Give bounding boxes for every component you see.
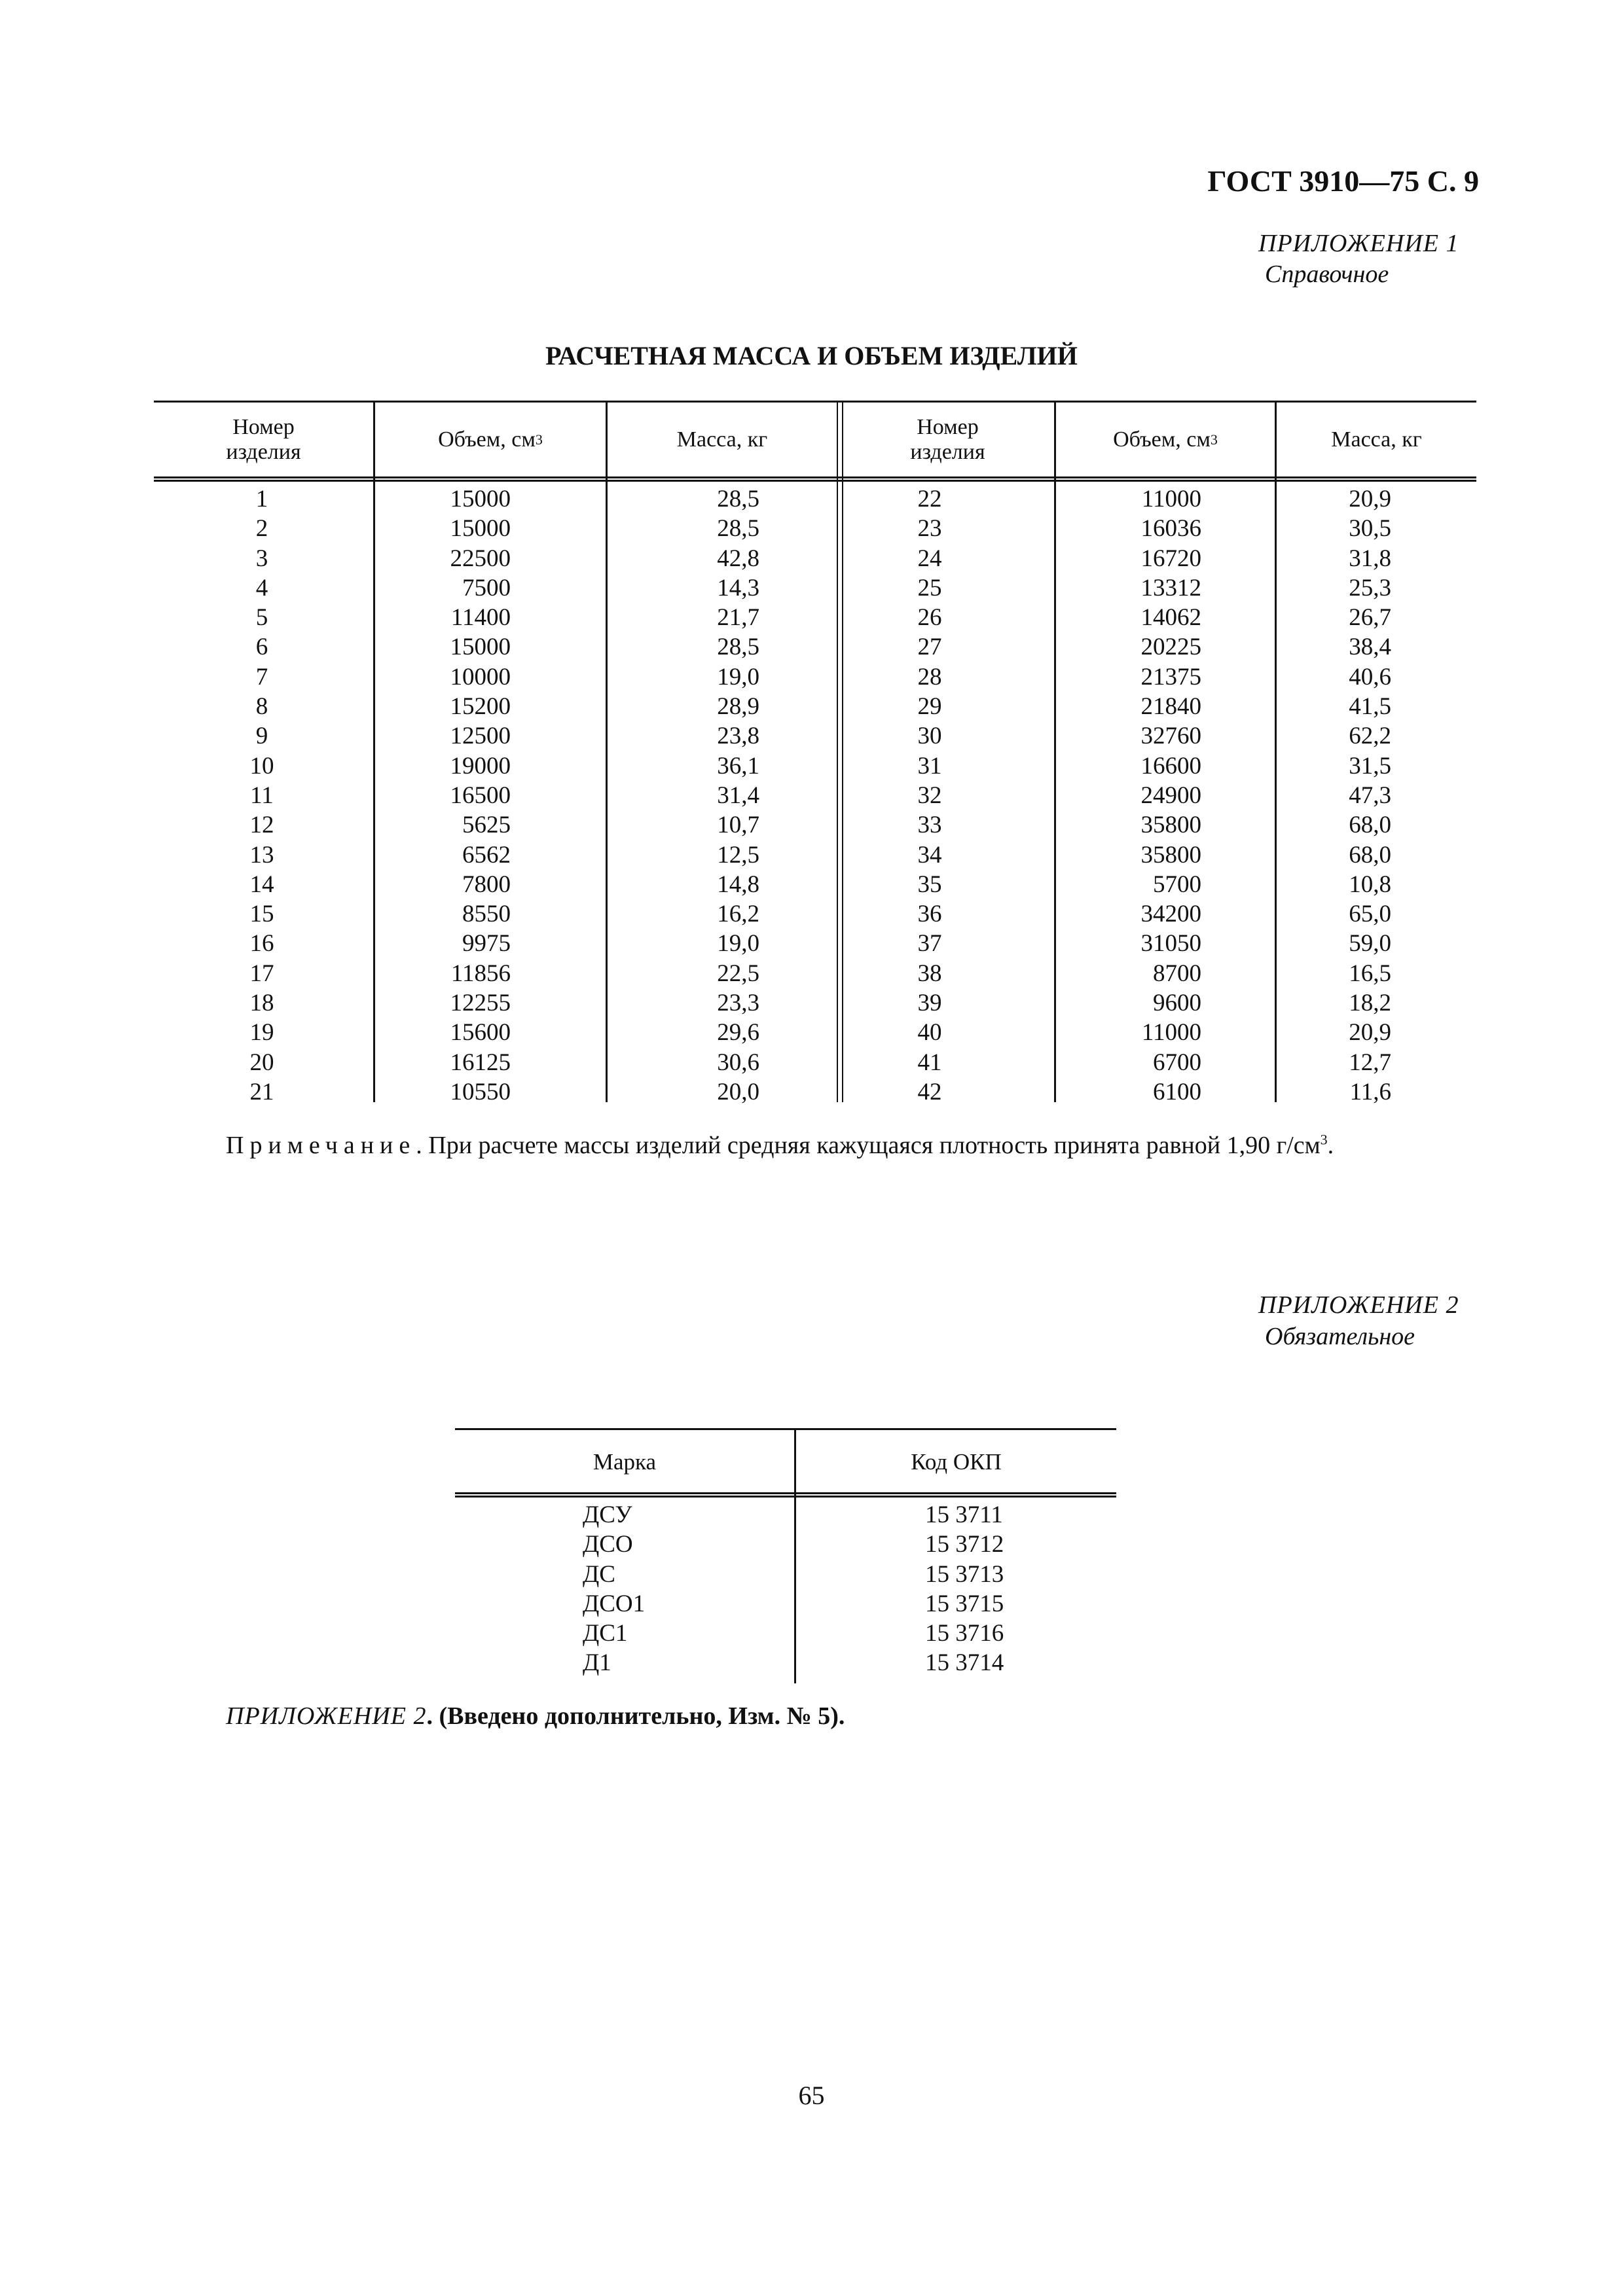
table-cell: 40 <box>917 1019 942 1047</box>
table-cell: 26,7 <box>1349 604 1391 632</box>
table-header-rule <box>455 1496 1116 1498</box>
table-cell: 2 <box>255 515 268 543</box>
table-cell: 16125 <box>450 1049 511 1076</box>
table-cell: 32 <box>917 781 942 809</box>
table-cell: 15 <box>249 901 274 928</box>
table-cell: 21 <box>249 1078 274 1105</box>
table-half-divider <box>837 401 843 1102</box>
table-cell: 5 <box>255 604 268 632</box>
note-label: Примечание <box>226 1132 416 1159</box>
table-cell: 7 <box>255 663 268 691</box>
col-volume-left <box>416 484 511 1107</box>
table-cell: 6700 <box>1153 1049 1201 1076</box>
col-mass-left <box>678 484 759 1107</box>
table-cell: 40,6 <box>1349 663 1391 691</box>
table-cell: 16,2 <box>717 901 759 928</box>
table-cell: 27 <box>917 634 942 661</box>
table-cell: 20,0 <box>717 1078 759 1105</box>
table-cell: 15000 <box>450 515 511 543</box>
table-cell: 42,8 <box>717 545 759 572</box>
column-divider <box>1054 401 1056 1102</box>
table-cell: 3 <box>255 545 268 572</box>
table-cell: 28,9 <box>717 693 759 721</box>
appendix2-note <box>226 1702 845 1731</box>
table-cell: 25,3 <box>1349 574 1391 601</box>
table-cell: Д1 <box>583 1649 611 1677</box>
column-divider <box>606 401 608 1102</box>
table-cell: 11856 <box>450 960 511 987</box>
table-cell: 33 <box>917 812 942 839</box>
table-cell: 15 3715 <box>925 1590 1004 1617</box>
table-cell: 42 <box>917 1078 942 1105</box>
table-cell: 22500 <box>450 545 511 572</box>
table-top-rule <box>154 401 1476 403</box>
table-cell: 12,7 <box>1349 1049 1391 1076</box>
table-cell: 47,3 <box>1349 781 1391 809</box>
table1-title: РАСЧЕТНАЯ МАССА И ОБЪЕМ ИЗДЕЛИЙ <box>545 341 1078 370</box>
table-cell: 24900 <box>1140 781 1201 809</box>
table-cell: 31050 <box>1140 930 1201 958</box>
table-cell: 4 <box>255 574 268 601</box>
note-text: . При расчете массы изделий средняя кажущаяся плотность принята равной 1,90 г/см <box>416 1132 1321 1159</box>
table-cell: 9 <box>255 723 268 750</box>
table-cell: 20,9 <box>1349 1019 1391 1047</box>
table-cell: ДСУ <box>583 1501 632 1528</box>
appendix1-subtitle: Справочное <box>1265 260 1389 288</box>
table-cell: 8550 <box>462 901 511 928</box>
table-cell: 20 <box>249 1049 274 1076</box>
appendix2-subtitle: Обязательное <box>1265 1323 1415 1350</box>
table-cell: 6 <box>255 634 268 661</box>
table-cell: 11400 <box>450 604 511 632</box>
col-brand <box>583 1500 714 1678</box>
table-cell: 14,8 <box>717 870 759 898</box>
table-cell: 7800 <box>462 870 511 898</box>
table-cell: 31 <box>917 752 942 780</box>
table-cell: 12 <box>249 812 274 839</box>
table-cell: 13312 <box>1140 574 1201 601</box>
table-cell: 29,6 <box>717 1019 759 1047</box>
table-cell: 10,8 <box>1349 870 1391 898</box>
table-cell: 30,5 <box>1349 515 1391 543</box>
table-cell: 25 <box>917 574 942 601</box>
col-number-left <box>219 484 304 1107</box>
table-cell: 7500 <box>462 574 511 601</box>
page-number: 65 <box>798 2081 825 2110</box>
column-divider <box>1275 401 1277 1102</box>
table-cell: 34200 <box>1140 901 1201 928</box>
header-volume: Объем, см 3 <box>438 427 543 452</box>
header-number: Номер изделия <box>226 415 301 464</box>
table-cell: 11000 <box>1141 486 1201 512</box>
table-cell: 14062 <box>1140 604 1201 632</box>
table-cell: 29 <box>917 693 942 721</box>
table-header-rule <box>455 1492 1116 1494</box>
table-cell: 6100 <box>1153 1078 1201 1105</box>
table-cell: 5700 <box>1153 870 1201 898</box>
table-cell: 39 <box>917 990 942 1017</box>
mass-volume-table <box>154 401 1476 1105</box>
table-cell: 41,5 <box>1349 693 1391 721</box>
appendix1-title: ПРИЛОЖЕНИЕ 1 <box>1258 230 1459 257</box>
column-divider <box>373 401 375 1102</box>
table-cell: 6562 <box>462 841 511 869</box>
table-cell: 12255 <box>450 990 511 1017</box>
table-cell: 30 <box>917 723 942 750</box>
table-cell: 23 <box>917 515 942 543</box>
table-cell: 10,7 <box>717 812 759 839</box>
table-cell: 9975 <box>462 930 511 958</box>
table-cell: 19,0 <box>717 930 759 958</box>
table-cell: 32760 <box>1140 723 1201 750</box>
table-cell: 12,5 <box>717 841 759 869</box>
header-number: Номер изделия <box>910 415 985 464</box>
table-cell: ДС1 <box>583 1620 628 1647</box>
table-cell: 18 <box>249 990 274 1017</box>
table-cell: 15 3711 <box>925 1501 1003 1528</box>
table-cell: 62,2 <box>1349 723 1391 750</box>
appendix2-note-label: ПРИЛОЖЕНИЕ 2 <box>226 1702 427 1730</box>
table-cell: 35 <box>917 870 942 898</box>
table-cell: 18,2 <box>1349 990 1391 1017</box>
table-cell: 35800 <box>1140 812 1201 839</box>
table-cell: 21375 <box>1140 663 1201 691</box>
table-cell: 28,5 <box>717 515 759 543</box>
table-cell: 21840 <box>1140 693 1201 721</box>
table-cell: 68,0 <box>1349 812 1391 839</box>
table-cell: 34 <box>917 841 942 869</box>
document-id: ГОСТ 3910—75 С. 9 <box>1207 164 1479 198</box>
table-cell: 10000 <box>450 663 511 691</box>
table-cell: 11,6 <box>1349 1078 1391 1105</box>
table-cell: 28,5 <box>717 634 759 661</box>
table-cell: 36,1 <box>717 752 759 780</box>
table-cell: 8700 <box>1153 960 1201 987</box>
header-volume: Объем, см 3 <box>1113 427 1218 452</box>
table-cell: 15200 <box>450 693 511 721</box>
table-cell: 15000 <box>450 486 511 512</box>
table-cell: 13 <box>249 841 274 869</box>
header-mass: Масса, кг <box>676 427 768 452</box>
table-cell: 28,5 <box>717 486 759 512</box>
table-cell: 35800 <box>1140 841 1201 869</box>
header-brand: Марка <box>593 1449 657 1475</box>
col-number-right <box>894 484 966 1107</box>
table-header-rule <box>154 476 1476 478</box>
table-cell: 31,5 <box>1349 752 1391 780</box>
table-cell: 11 <box>250 781 274 809</box>
table-cell: 16,5 <box>1349 960 1391 987</box>
table-cell: ДСО <box>583 1531 633 1558</box>
table-cell: 28 <box>917 663 942 691</box>
table-cell: 24 <box>917 545 942 572</box>
table-cell: 22 <box>917 486 942 512</box>
table-cell: 15 3713 <box>925 1560 1004 1588</box>
table-header-rule <box>154 480 1476 482</box>
col-mass-right <box>1326 484 1391 1107</box>
table-cell: 38,4 <box>1349 634 1391 661</box>
table-cell: 68,0 <box>1349 841 1391 869</box>
table-cell: 20,9 <box>1349 486 1391 512</box>
table-cell: 10 <box>249 752 274 780</box>
table1-note: Примечание. При расчете массы изделий средняя кажущаяся плотность принята равной 1,90 $г/см^3$. <box>226 1131 1334 1159</box>
table-cell: 14 <box>249 870 274 898</box>
table-cell: 21,7 <box>717 604 759 632</box>
table-cell: 38 <box>917 960 942 987</box>
table-cell: 16500 <box>450 781 511 809</box>
table-cell: 23,3 <box>717 990 759 1017</box>
table-cell: 65,0 <box>1349 901 1391 928</box>
table-cell: 11000 <box>1141 1019 1201 1047</box>
table-cell: 16720 <box>1140 545 1201 572</box>
col-okp <box>925 1500 1056 1678</box>
table-cell: 37 <box>917 930 942 958</box>
table-cell: ДСО1 <box>583 1590 646 1617</box>
table-cell: 41 <box>917 1049 942 1076</box>
table-cell: 19,0 <box>717 663 759 691</box>
header-okp: Код ОКП <box>911 1449 1002 1475</box>
table-cell: 15000 <box>450 634 511 661</box>
table-cell: 15 3714 <box>925 1649 1004 1677</box>
table-cell: 36 <box>917 901 942 928</box>
table-cell: 15 3712 <box>925 1531 1004 1558</box>
appendix2-title: ПРИЛОЖЕНИЕ 2 <box>1258 1291 1459 1319</box>
table-cell: 5625 <box>462 812 511 839</box>
table-cell: 19 <box>249 1019 274 1047</box>
col-volume-right <box>1097 484 1201 1107</box>
table-top-rule <box>455 1428 1116 1430</box>
okp-code-table <box>455 1428 1116 1683</box>
table-cell: 10550 <box>450 1078 511 1105</box>
table-cell: 15 3716 <box>925 1620 1004 1647</box>
table-cell: 22,5 <box>717 960 759 987</box>
table-cell: 16036 <box>1140 515 1201 543</box>
table-cell: 16600 <box>1140 752 1201 780</box>
table-cell: 19000 <box>450 752 511 780</box>
table-cell: 26 <box>917 604 942 632</box>
table-cell: 8 <box>255 693 268 721</box>
table-cell: 20225 <box>1140 634 1201 661</box>
table-cell: 9600 <box>1153 990 1201 1017</box>
table-cell: 31,8 <box>1349 545 1391 572</box>
table-cell: 12500 <box>450 723 511 750</box>
table-cell: 23,8 <box>717 723 759 750</box>
table-cell: ДС <box>583 1560 615 1588</box>
header-mass: Масса, кг <box>1331 427 1422 452</box>
table-cell: 17 <box>249 960 274 987</box>
table-cell: 1 <box>255 486 268 512</box>
table-cell: 59,0 <box>1349 930 1391 958</box>
table-cell: 14,3 <box>717 574 759 601</box>
appendix2-note-text: . (Введено дополнительно, Изм. № 5). <box>426 1702 845 1730</box>
table-cell: 30,6 <box>717 1049 759 1076</box>
table-cell: 15600 <box>450 1019 511 1047</box>
table-cell: 31,4 <box>717 781 759 809</box>
table-cell: 16 <box>249 930 274 958</box>
